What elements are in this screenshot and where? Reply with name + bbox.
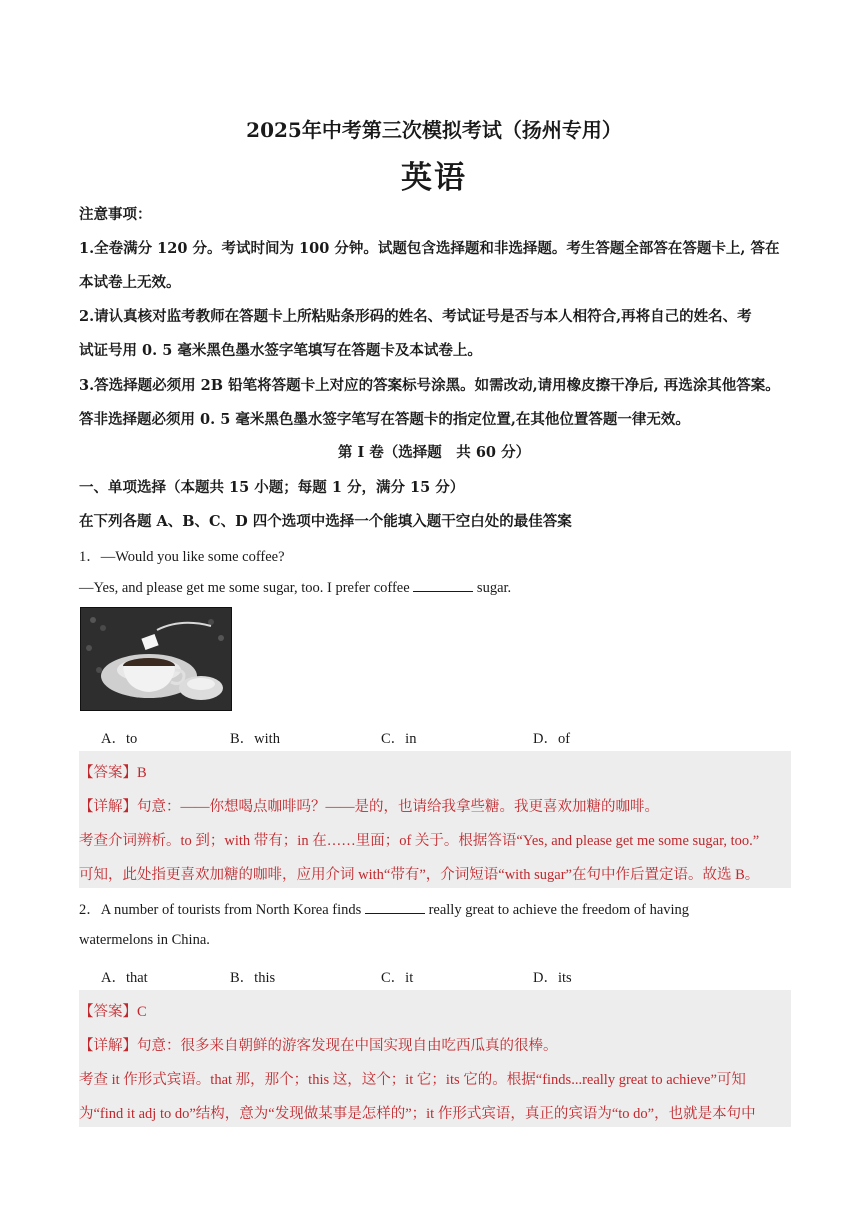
coffee-cup-image xyxy=(81,608,231,710)
q2-detail-line-3: 为“find it adj to do”结构，意为“发现做某事是怎样的”；it 作形式宾语，真正的宾语为“to do”，也就是本句中 xyxy=(79,1106,756,1122)
notice-item-2-line-1: 2.请认真核对监考教师在答题卡上所粘贴条形码的姓名、考试证号是否与本人相符合,再将自己的姓名、考 xyxy=(79,308,752,325)
q1-detail-line-3: 可知，此处指更喜欢加糖的咖啡，应用介词 with“带有”，介词短语“with sugar”在句中作后置定语。故选 B。 xyxy=(79,867,760,883)
coffee-photo xyxy=(80,607,232,711)
q1-option-c: C．in xyxy=(381,731,417,747)
notice-item-1-line-1: 1.全卷满分 120 分。考试时间为 100 分钟。试题包含选择题和非选择题。考生答题全部答在答题卡上, 答在 xyxy=(79,240,780,257)
q2-answer-block xyxy=(79,990,791,1127)
q2-option-b: B．this xyxy=(230,970,276,986)
q2-detail-line-2: 考查 it 作形式宾语。that 那，那个；this 这，这个；it 它；its 它的。根据“finds...really great to achieve”可知 xyxy=(79,1072,746,1088)
q2-blank xyxy=(365,901,425,914)
q1-stem-post: sugar. xyxy=(473,580,512,596)
q2-stem-pre: 2．A number of tourists from North Korea finds xyxy=(79,902,365,918)
q1-answer: 【答案】B xyxy=(79,765,147,781)
q1-stem-line-2 xyxy=(79,579,791,597)
q2-answer: 【答案】C xyxy=(79,1004,147,1020)
q1-blank xyxy=(413,579,473,592)
q1-detail-line-1: 【详解】句意：——你想喝点咖啡吗？——是的，也请给我拿些糖。我更喜欢加糖的咖啡。 xyxy=(79,799,659,815)
notice-item-3-line-1: 3.答选择题必须用 2B 铅笔将答题卡上对应的答案标号涂黑。如需改动,请用橡皮擦干净后, 再选涂其他答案。 xyxy=(79,377,780,394)
notice-item-2-line-2: 试证号用 0. 5 毫米黑色墨水签字笔填写在答题卡及本试卷上。 xyxy=(79,342,482,359)
part-heading: 第 I 卷（选择题 共 60 分） xyxy=(337,444,531,461)
q1-option-a: A．to xyxy=(101,731,138,747)
q2-stem-line-2: watermelons in China. xyxy=(79,932,210,948)
q1-answer-block xyxy=(79,751,791,888)
q1-stem-line-1: 1．—Would you like some coffee? xyxy=(79,549,285,565)
section-instruction: 在下列各题 A、B、C、D 四个选项中选择一个能填入题干空白处的最佳答案 xyxy=(79,513,572,530)
q2-option-d: D．its xyxy=(533,970,572,986)
exam-title: 2025年中考第三次模拟考试（扬州专用） xyxy=(246,118,622,142)
q2-stem-line-1 xyxy=(79,898,791,919)
notice-item-3-line-2: 答非选择题必须用 0. 5 毫米黑色墨水签字笔写在答题卡的指定位置,在其他位置答题一律无效。 xyxy=(79,411,690,428)
q1-stem-pre: —Yes, and please get me some sugar, too. I prefer coffee xyxy=(79,580,414,596)
q2-option-c: C．it xyxy=(381,970,414,986)
q2-option-a: A．that xyxy=(101,970,148,986)
notice-heading: 注意事项： xyxy=(79,206,152,223)
section-heading: 一、单项选择（本题共 15 小题；每题 1 分，满分 15 分） xyxy=(79,479,465,496)
q1-detail-line-2: 考查介词辨析。to 到；with 带有；in 在……里面；of 关于。根据答语“Yes, and please get me some sugar, too.” xyxy=(79,833,760,849)
subject-title: 英语 xyxy=(401,160,467,196)
q1-option-d: D．of xyxy=(533,731,571,747)
q1-option-b: B．with xyxy=(230,731,280,747)
notice-item-1-line-2: 本试卷上无效。 xyxy=(79,274,181,291)
q2-stem-post: really great to achieve the freedom of having xyxy=(424,902,690,918)
q2-detail-line-1: 【详解】句意：很多来自朝鲜的游客发现在中国实现自由吃西瓜真的很棒。 xyxy=(79,1038,558,1054)
